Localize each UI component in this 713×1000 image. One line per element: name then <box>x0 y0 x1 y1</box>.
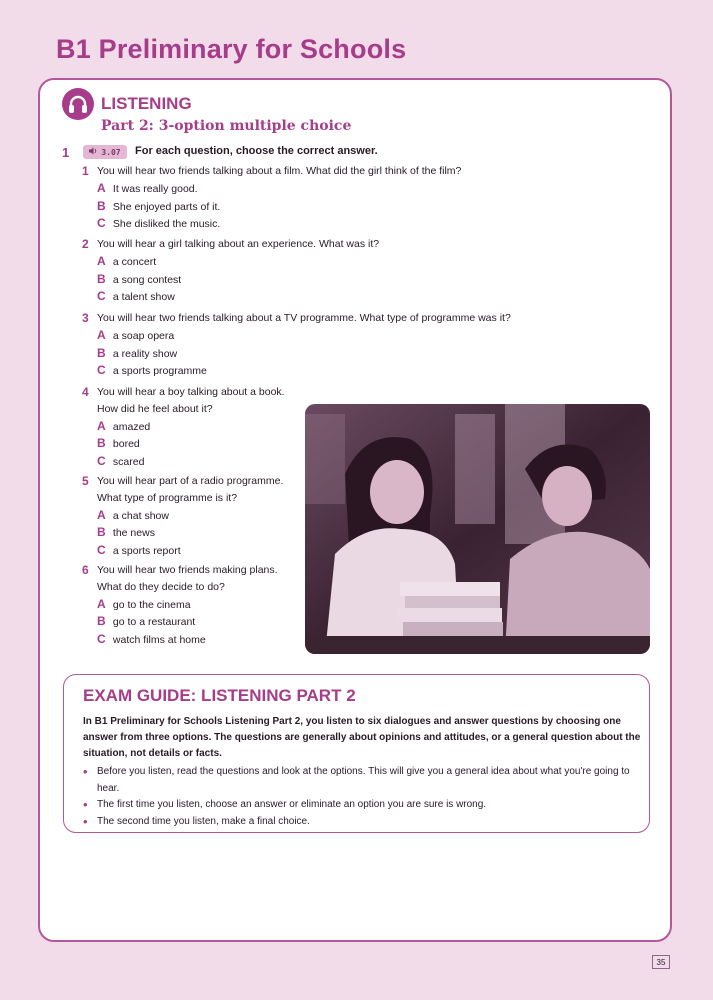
question-number: 1 <box>82 164 89 178</box>
question-number: 2 <box>82 237 89 251</box>
question-text-line: What type of programme is it? <box>97 491 238 504</box>
question-1 <box>82 163 552 233</box>
answer-option[interactable] <box>82 327 552 345</box>
option-letter: C <box>97 632 106 647</box>
option-text: It was really good. <box>112 182 198 195</box>
audio-track-badge[interactable] <box>83 145 127 159</box>
exam-guide-tips <box>83 764 643 830</box>
option-letter: C <box>97 454 106 469</box>
option-letter: A <box>97 418 106 433</box>
question-text-line: You will hear two friends making plans. <box>97 564 278 576</box>
answer-option[interactable] <box>82 345 552 363</box>
section-title: LISTENING <box>101 94 192 113</box>
answer-option[interactable] <box>82 435 302 453</box>
question-number: 6 <box>82 563 89 577</box>
tip-item: • Before you listen, read the questions and look at the options. This will give you a general idea about what you're going to hear. <box>83 764 643 797</box>
question-4 <box>82 384 302 471</box>
answer-option[interactable] <box>82 253 552 271</box>
option-letter: B <box>97 436 106 451</box>
option-letter: C <box>97 543 106 558</box>
answer-option[interactable] <box>82 631 302 649</box>
question-3 <box>82 310 552 380</box>
answer-option[interactable] <box>82 180 552 198</box>
question-number: 5 <box>82 474 89 488</box>
tip-item: • The first time you listen, choose an answer or eliminate an option you are sure is wrong. <box>83 797 643 814</box>
answer-option[interactable] <box>82 198 552 216</box>
exercise-number: 1 <box>62 145 70 160</box>
option-text: bored <box>112 438 140 451</box>
option-text: a chat show <box>112 509 169 522</box>
tip-item: • The second time you listen, make a final choice. <box>83 814 643 831</box>
page-number: 35 <box>652 955 670 969</box>
option-letter: C <box>97 216 106 231</box>
answer-option[interactable] <box>82 613 302 631</box>
option-text: She disliked the music. <box>112 218 221 231</box>
option-letter: B <box>97 345 106 360</box>
answer-option[interactable] <box>82 524 302 542</box>
option-letter: B <box>97 271 106 286</box>
answer-option[interactable] <box>82 542 302 560</box>
option-text: a talent show <box>112 291 175 304</box>
answer-option[interactable] <box>82 288 552 306</box>
answer-option[interactable] <box>82 362 552 380</box>
option-letter: A <box>97 507 106 522</box>
option-text: go to the cinema <box>112 598 191 611</box>
option-text: a song contest <box>112 273 182 286</box>
answer-option[interactable] <box>82 507 302 525</box>
option-text: amazed <box>112 420 151 433</box>
option-letter: B <box>97 198 106 213</box>
speaker-icon <box>89 147 98 157</box>
question-text-line: How did he feel about it? <box>97 402 213 415</box>
option-text: a sports report <box>112 545 181 558</box>
option-letter: B <box>97 525 106 540</box>
option-letter: A <box>97 596 106 611</box>
option-text: watch films at home <box>112 634 206 647</box>
section-subtitle: Part 2: 3-option multiple choice <box>101 118 352 134</box>
option-letter: B <box>97 614 106 629</box>
question-text: You will hear two friends talking about a film. What did the girl think of the film? <box>97 165 462 177</box>
option-text: a soap opera <box>112 329 175 342</box>
exam-guide-title: EXAM GUIDE: LISTENING PART 2 <box>83 686 356 705</box>
option-text: She enjoyed parts of it. <box>112 200 221 213</box>
option-text: a reality show <box>112 347 178 360</box>
question-2 <box>82 236 552 306</box>
question-text: You will hear a girl talking about an experience. What was it? <box>97 238 380 250</box>
option-text: scared <box>112 456 145 469</box>
answer-option[interactable] <box>82 271 552 289</box>
answer-option[interactable] <box>82 453 302 471</box>
question-text-line: What do they decide to do? <box>97 580 225 593</box>
exercise-instruction: For each question, choose the correct answer. <box>135 145 378 157</box>
exam-guide-intro: In B1 Preliminary for Schools Listening Part 2, you listen to six dialogues and answer questions by choosing one answer from three options. The questions are generally about opinions and attitudes, or a general question about the situation, not details or facts. <box>83 716 641 759</box>
option-text: the news <box>112 527 155 540</box>
option-letter: C <box>97 363 106 378</box>
question-number: 4 <box>82 385 89 399</box>
option-letter: A <box>97 327 106 342</box>
question-text-line: You will hear part of a radio programme. <box>97 475 284 487</box>
answer-option[interactable] <box>82 418 302 436</box>
page-title: B1 Preliminary for Schools <box>56 34 407 64</box>
option-letter: A <box>97 180 106 195</box>
option-letter: A <box>97 253 106 268</box>
students-photo <box>305 404 650 654</box>
audio-track-number: 3.07 <box>101 147 121 157</box>
headphones-icon <box>62 88 94 120</box>
question-6 <box>82 562 302 649</box>
option-text: a sports programme <box>112 365 207 378</box>
answer-option[interactable] <box>82 215 552 233</box>
option-text: a concert <box>112 255 157 268</box>
question-5 <box>82 473 302 560</box>
question-text: You will hear two friends talking about a TV programme. What type of programme was it? <box>97 312 511 324</box>
option-text: go to a restaurant <box>112 616 196 629</box>
option-letter: C <box>97 289 106 304</box>
answer-option[interactable] <box>82 596 302 614</box>
question-text-line: You will hear a boy talking about a book. <box>97 386 285 398</box>
question-number: 3 <box>82 311 89 325</box>
